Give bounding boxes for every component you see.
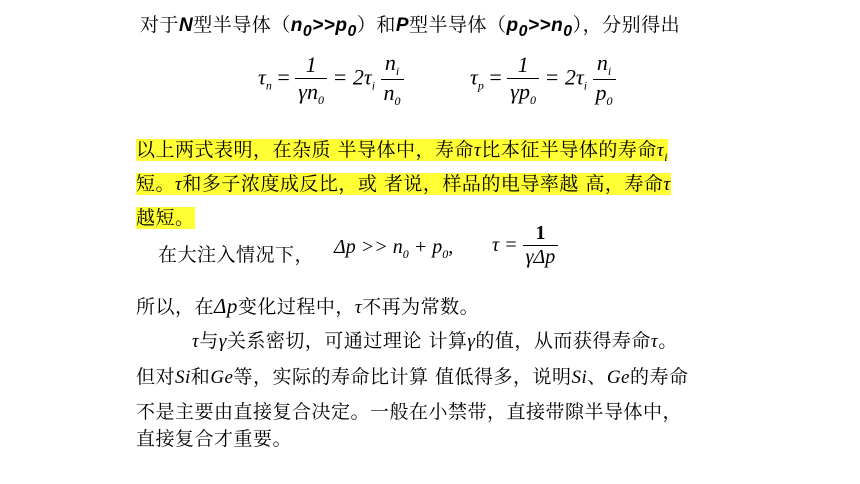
condition-p-type: $p_0>>n_0$ (506, 15, 573, 40)
body-line-1: 所以，在Δp变化过程中，τ不再为常数。 (136, 294, 480, 318)
intro-mid: ）和 (356, 14, 396, 36)
highlight-line-1: 以上两式表明，在杂质 半导体中，寿命τ比本征半导体的寿命$\tau_i$ (136, 139, 669, 164)
condition-n-type: $n_0>>p_0$ (290, 15, 357, 40)
body-line-4: 不是主要由直接复合决定。一般在小禁带，直接带隙半导体中， (136, 401, 683, 423)
intro-line (140, 10, 680, 41)
injection-tau-formula: τ = $\frac{1}{\text{γΔp}}$ (492, 222, 558, 269)
highlight-line-3: 越短。 (136, 207, 195, 229)
body-line-2: τ与γ关系密切，可通过理论 计算γ的值，从而获得寿命τ。 (192, 330, 678, 352)
body-line-3: 但对Si和Ge等，实际的寿命比计算 值低得多，说明Si、Ge的寿命 (136, 366, 689, 388)
injection-condition: $\Delta p >> n_0 + p_0$, (334, 236, 454, 261)
n-type-symbol: N (179, 15, 194, 36)
p-type-text: 型半导体（ (409, 14, 507, 36)
equation-tau-p: $\tau_p$ = $\frac{1}{\gamma p_0}$ = $2\tau_i$ $\frac{n_i}{p_0}$ (470, 50, 616, 109)
intro-prefix: 对于 (140, 14, 180, 36)
body-line-5: 直接复合才重要。 (136, 428, 293, 450)
intro-suffix: ），分别得出 (572, 14, 681, 36)
p-type-symbol: P (395, 15, 410, 36)
n-type-text: 型半导体（ (193, 14, 291, 36)
equation-tau-n: $\tau_n$ = $\frac{1}{\gamma n_0}$ = $2\tau_i$ $\frac{n_i}{n_0}$ (258, 50, 404, 109)
injection-text: 在大注入情况下， (158, 244, 315, 266)
highlight-line-2: 短。τ和多子浓度成反比，或 者说，样品的电导率越 高，寿命τ (136, 173, 671, 195)
